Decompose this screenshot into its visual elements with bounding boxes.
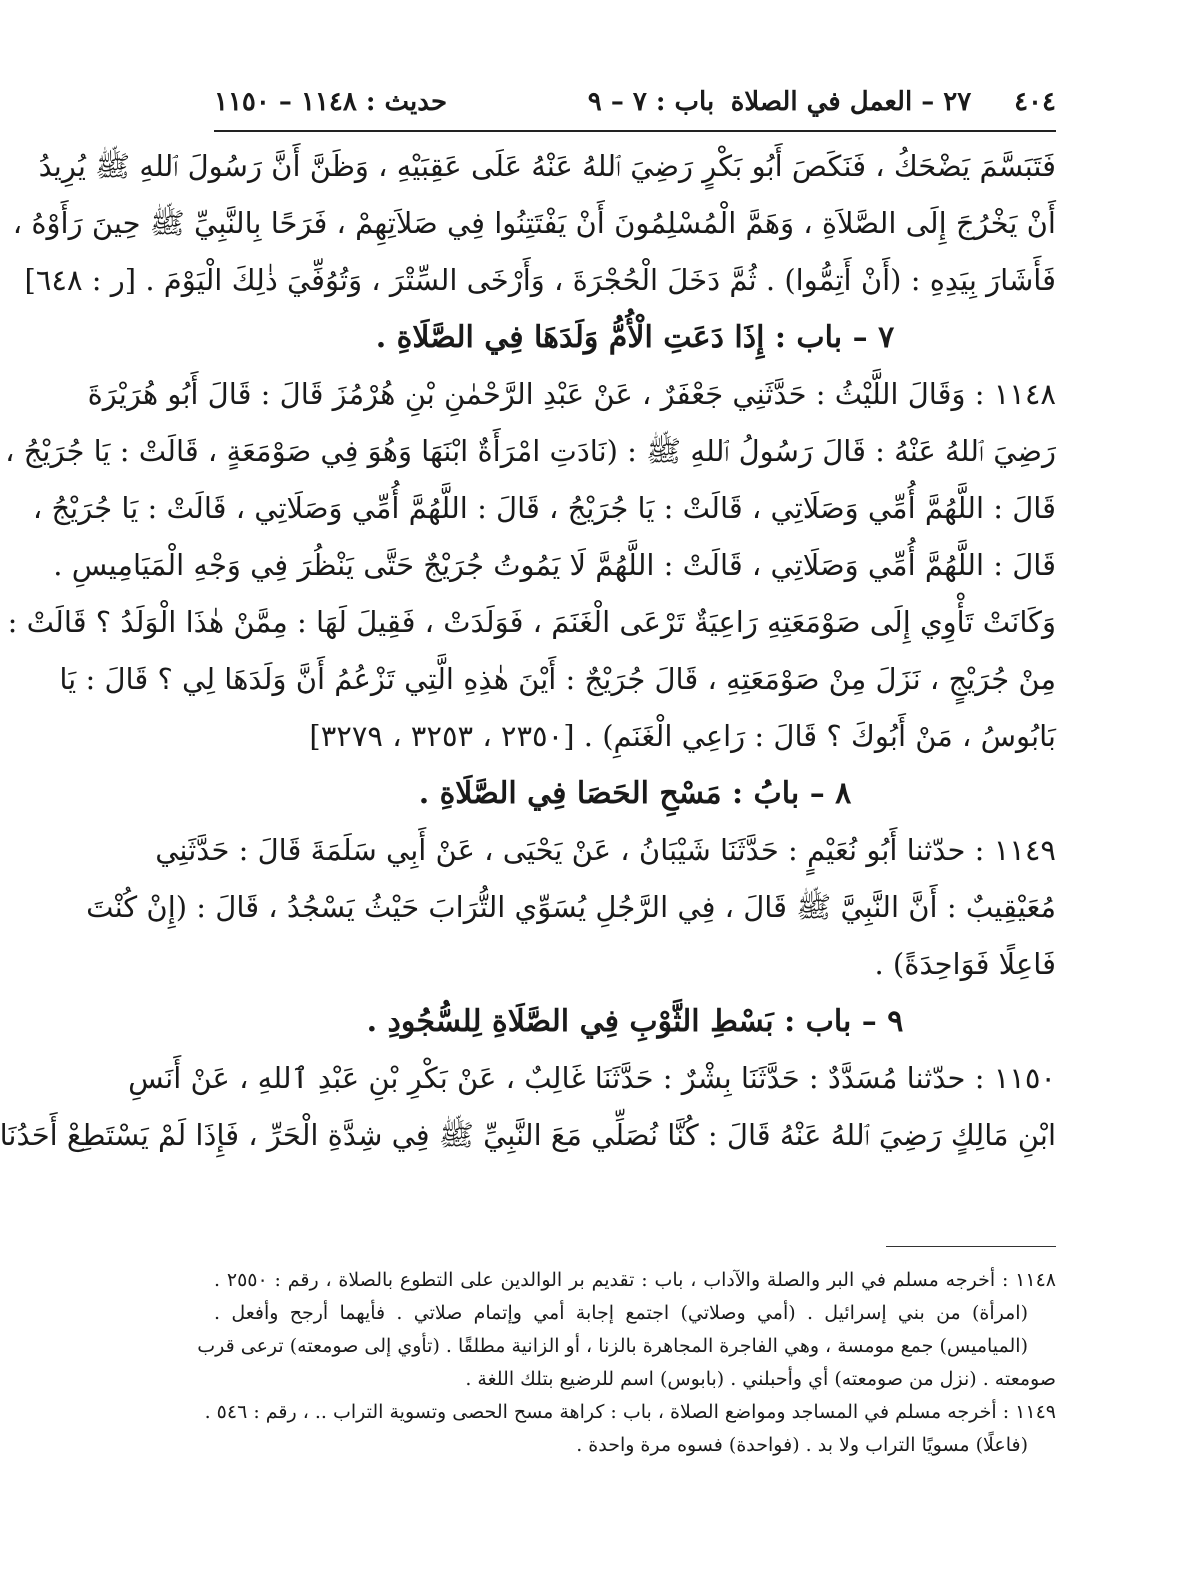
text-line: فَاعِلًا فَوَاحِدَةً) .	[874, 947, 1056, 981]
running-header	[214, 78, 1056, 126]
footnote-line: (فاعلًا) مسويًا التراب ولا بد . (فواحدة) فسوه مرة واحدة .	[576, 1434, 1028, 1456]
text-line: قَالَ : اللَّهُمَّ أُمِّي وَصَلَاتِي ، قَالَتْ : اللَّهُمَّ لَا يَمُوتُ جُرَيْجٌ حَتَّى يَنْظُرَ فِي وَجْهِ الْمَيَامِيسِ .	[53, 548, 1056, 582]
text-line: ١١٤٩ : حدّثنا أَبُو نُعَيْمٍ : حَدَّثَنَا شَيْبَانُ ، عَنْ يَحْيَى ، عَنْ أَبِي سَلَمَةَ قَالَ : حَدَّثَنِي	[155, 833, 1056, 867]
footnote-line: صومعته . (نزل من صومعته) أي وأحبلني . (بابوس) اسم للرضيع بتلك اللغة .	[465, 1368, 1056, 1390]
text-line: مُعَيْقِيبٌ : أَنَّ النَّبِيَّ ﷺ قَالَ ، فِي الرَّجُلِ يُسَوِّي التُّرَابَ حَيْثُ يَسْجُدُ ، قَالَ : (إِنْ كُنْتَ	[86, 890, 1056, 924]
footnote-line: (الميامیس) جمع مومسة ، وهي الفاجرة المجاهرة بالزنا ، أو الزانية مطلقًا . (تأوي إلى صومعته) ترعى قرب	[197, 1335, 1028, 1357]
section-heading: ٧ – باب : إِذَا دَعَتِ الْأُمُّ وَلَدَهَا فِي الصَّلَاةِ .	[375, 320, 895, 355]
footnote-separator	[886, 1246, 1056, 1247]
main-text	[0, 138, 1056, 1164]
text-line: قَالَ : اللَّهُمَّ أُمِّي وَصَلَاتِي ، قَالَتْ : يَا جُرَيْجُ ، قَالَ : اللَّهُمَّ أُمِّي وَصَلَاتِي ، قَالَتْ : يَا جُرَيْجُ ،	[32, 491, 1056, 525]
footnote-line: ١١٤٩ : أخرجه مسلم في المساجد ومواضع الصلاة ، باب : كراهة مسح الحصى وتسوية التراب .. ، رقم : ٥٤٦ .	[204, 1401, 1056, 1423]
text-line: رَضِيَ ٱللهُ عَنْهُ : قَالَ رَسُولُ ٱللهِ ﷺ : (نَادَتِ امْرَأَةٌ ابْنَهَا وَهُوَ فِي صَوْمَعَةٍ ، قَالَتْ : يَا جُرَيْجُ ،	[5, 434, 1056, 468]
text-line: ١١٥٠ : حدّثنا مُسَدَّدٌ : حَدَّثَنَا بِشْرٌ : حَدَّثَنَا غَالِبٌ ، عَنْ بَكْرِ بْنِ عَبْدِ ٱللهِ ، عَنْ أَنَسِ	[128, 1061, 1056, 1095]
chapter-title: ٢٧ – العمل في الصلاة	[730, 87, 972, 117]
text-line: ابْنِ مَالِكٍ رَضِيَ ٱللهُ عَنْهُ قَالَ : كُنَّا نُصَلِّي مَعَ النَّبِيِّ ﷺ فِي شِدَّةِ الْحَرِّ ، فَإِذَا لَمْ يَسْتَطِعْ أَحَدُنَا	[0, 1118, 1056, 1152]
text-line: فَأَشَارَ بِيَدِهِ : (أَنْ أَتِمُّوا) . ثُمَّ دَخَلَ الْحُجْرَةَ ، وَأَرْخَى السِّتْرَ ، وَتُوُفِّيَ ذٰلِكَ الْيَوْمَ . [ر : ٦٤٨]	[24, 263, 1056, 297]
text-line: مِنْ جُرَيْجٍ ، نَزَلَ مِنْ صَوْمَعَتِهِ ، قَالَ جُرَيْجٌ : أَيْنَ هٰذِهِ الَّتِي تَزْعُمُ أَنَّ وَلَدَهَا لِي ؟ قَالَ : يَا	[59, 662, 1056, 696]
section-heading: ٨ – بابُ : مَسْحِ الحَصَا فِي الصَّلَاةِ .	[418, 776, 852, 811]
hadith-range: حديث : ١١٤٨ – ١١٥٠	[214, 87, 448, 117]
footnote-line: (امرأة) من بني إسرائيل . (أمي وصلاتي) اجتمع إجابة أمي وإتمام صلاتي . فأيهما أرجح وأفعل .	[214, 1302, 1028, 1324]
text-line: ١١٤٨ : وَقَالَ اللَّيْثُ : حَدَّثَنِي جَعْفَرٌ ، عَنْ عَبْدِ الرَّحْمٰنِ بْنِ هُرْمُزَ قَالَ : قَالَ أَبُو هُرَيْرَةَ	[87, 377, 1056, 411]
bab-range: باب : ٧ – ٩	[587, 87, 715, 117]
page-number: ٤٠٤	[1014, 87, 1056, 117]
text-line: بَابُوسُ ، مَنْ أَبُوكَ ؟ قَالَ : رَاعِي الْغَنَمِ) . [٢٣٥٠ ، ٣٢٥٣ ، ٣٢٧٩]	[309, 719, 1056, 753]
section-heading: ٩ – باب : بَسْطِ الثَّوْبِ فِي الصَّلَاةِ لِلسُّجُودِ .	[366, 1004, 904, 1039]
text-line: أَنْ يَخْرُجَ إِلَى الصَّلاَةِ ، وَهَمَّ الْمُسْلِمُونَ أَنْ يَفْتَتِنُوا فِي صَلاَتِهِمْ ، فَرَحًا بِالنَّبِيِّ ﷺ حِينَ رَأَوْهُ ،	[12, 206, 1056, 240]
footnotes	[197, 1264, 1056, 1462]
header-rule	[214, 130, 1056, 132]
text-line: فَتَبَسَّمَ يَضْحَكُ ، فَنَكَصَ أَبُو بَكْرٍ رَضِيَ ٱللهُ عَنْهُ عَلَى عَقِبَيْهِ ، وَظَنَّ أَنَّ رَسُولَ ٱللهِ ﷺ يُرِيدُ	[38, 149, 1056, 183]
footnote-line: ١١٤٨ : أخرجه مسلم في البر والصلة والآداب ، باب : تقديم بر الوالدين على التطوع بالصلاة ، رقم : ٢٥٥٠ .	[214, 1269, 1056, 1291]
text-line: وَكَانَتْ تَأْوِي إِلَى صَوْمَعَتِهِ رَاعِيَةٌ تَرْعَى الْغَنَمَ ، فَوَلَدَتْ ، فَقِيلَ لَهَا : مِمَّنْ هٰذَا الْوَلَدُ ؟ قَالَتْ :	[7, 605, 1056, 639]
